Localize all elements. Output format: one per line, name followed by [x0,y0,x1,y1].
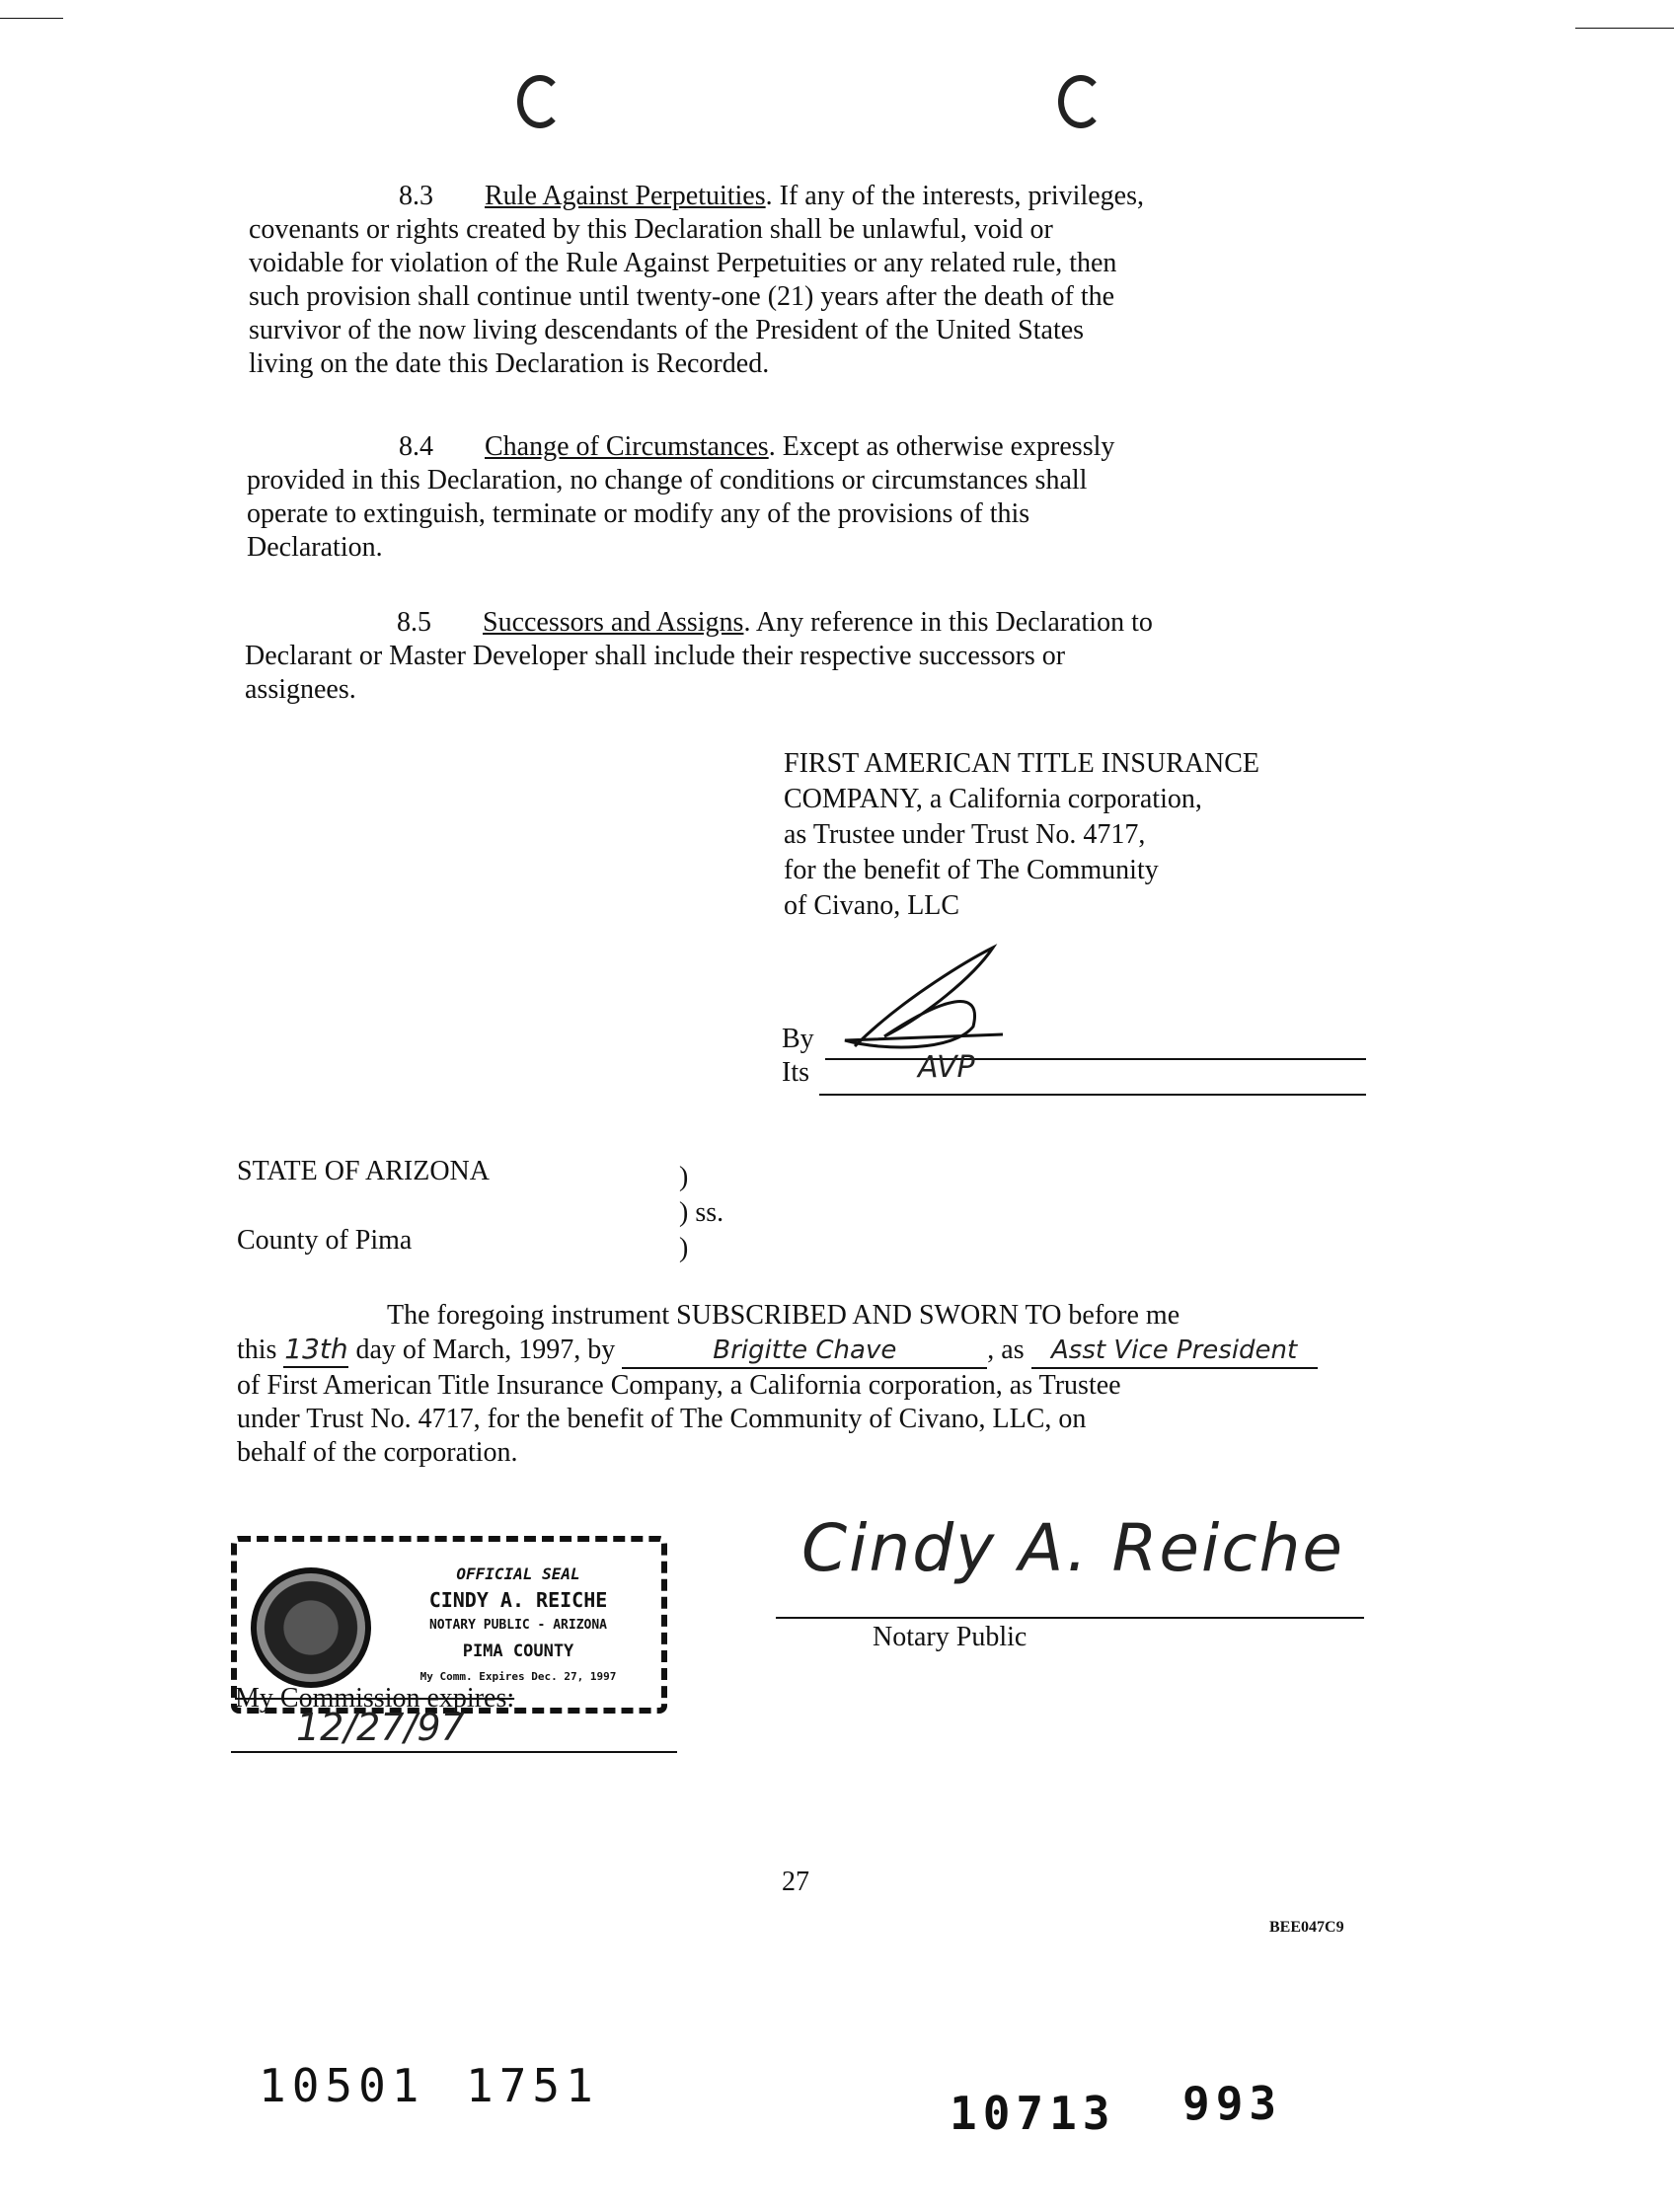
recording-number-left-a: 10501 [259,2059,425,2112]
section-8-5-line1: . Any reference in this Declaration to [743,607,1153,638]
section-8-5 [245,606,1409,707]
section-8-3-line1: . If any of the interests, privileges, [765,181,1144,211]
venue-paren-1: ) [679,1162,689,1192]
acknowledgment-line3: of First American Title Insurance Company, a California corporation, as Trustee [237,1370,1121,1401]
section-8-3-heading: Rule Against Perpetuities [485,181,766,211]
section-8-3 [249,180,1413,381]
punch-hole-right [1058,75,1103,128]
section-8-4-line4: Declaration. [247,532,383,563]
section-8-4 [247,430,1411,565]
punch-hole-left [517,75,563,128]
section-8-4-number: 8.4 [399,431,433,462]
recording-number-right-a: 10713 [950,2087,1116,2140]
acknowledgment-line4: under Trust No. 4717, for the benefit of The Community of Civano, LLC, on [237,1404,1087,1434]
section-8-4-line1: . Except as otherwise expressly [768,431,1115,462]
signatory-line4: for the benefit of The Community [784,855,1159,885]
acknowledgment-line1: The foregoing instrument SUBSCRIBED AND SWORN TO before me [387,1300,1180,1331]
section-8-5-number: 8.5 [397,607,431,638]
commission-label: My Commission expires: [235,1683,515,1714]
its-label: Its [782,1057,809,1088]
trustee-signature-icon [825,938,1023,1066]
page-number: 27 [782,1867,809,1897]
section-8-5-line3: assignees. [245,674,356,705]
section-8-3-line3: voidable for violation of the Rule Against Perpetuities or any related rule, then [249,248,1117,278]
acknowledgment-block [237,1299,1402,1470]
its-value: AVP [918,1050,975,1085]
venue-paren-3: ) [679,1233,689,1263]
acknowledgment-as-text: , as [987,1335,1025,1365]
seal-line5: My Comm. Expires Dec. 27, 1997 [419,1670,617,1683]
its-line [819,1094,1366,1096]
acknowledgment-title-value: Asst Vice President [1031,1334,1318,1369]
section-8-3-line2: covenants or rights created by this Declaration shall be unlawful, void or [249,214,1053,245]
scan-mark-top-right [1575,28,1674,29]
acknowledgment-name-value: Brigitte Chave [622,1334,987,1369]
section-8-3-line4: such provision shall continue until twenty-one (21) years after the death of the [249,281,1115,312]
by-signature-line [825,1058,1366,1060]
seal-line2: CINDY A. REICHE [428,1588,608,1612]
recording-number-right-b: 993 [1182,2077,1283,2130]
acknowledgment-day-text: day of March, 1997, by [355,1335,616,1365]
acknowledgment-line5: behalf of the corporation. [237,1437,518,1468]
notary-seal-emblem-icon [251,1567,371,1688]
notary-signature-line [776,1617,1364,1619]
venue-ss: ) ss. [679,1197,724,1228]
venue-state: STATE OF ARIZONA [237,1156,490,1186]
by-label: By [782,1024,814,1054]
section-8-3-line5: survivor of the now living descendants of the President of the United States [249,315,1085,345]
seal-line3: NOTARY PUBLIC - ARIZONA [428,1618,607,1633]
signatory-block [784,746,1396,924]
section-8-5-heading: Successors and Assigns [483,607,744,638]
signatory-line5: of Civano, LLC [784,890,960,921]
section-8-4-heading: Change of Circumstances [485,431,769,462]
acknowledgment-line2 [237,1333,1402,1369]
recording-number-left-b: 1751 [466,2059,599,2112]
venue-county: County of Pima [237,1225,413,1256]
section-8-3-number: 8.3 [399,181,433,211]
seal-line1: OFFICIAL SEAL [456,1564,580,1583]
section-8-4-line2: provided in this Declaration, no change of conditions or circumstances shall [247,465,1088,496]
commission-value: 12/27/97 [296,1706,465,1749]
commission-line [231,1751,677,1753]
signatory-line3: as Trustee under Trust No. 4717, [784,819,1146,850]
section-8-4-line3: operate to extinguish, terminate or modify any of the provisions of this [247,498,1030,529]
scan-mark-top-left [0,18,63,19]
section-8-3-line6: living on the date this Declaration is Recorded. [249,348,770,379]
acknowledgment-this: this [237,1335,277,1365]
section-8-5-line2: Declarant or Master Developer shall include their respective successors or [245,641,1066,671]
signatory-line2: COMPANY, a California corporation, [784,784,1202,814]
notary-label: Notary Public [873,1622,1027,1652]
seal-line4: PIMA COUNTY [462,1641,574,1661]
signatory-line1: FIRST AMERICAN TITLE INSURANCE [784,748,1260,779]
document-code: BEE047C9 [1269,1919,1344,1936]
notary-signature: Cindy A. Reiche [801,1510,1345,1586]
acknowledgment-day-value: 13th [283,1333,348,1368]
